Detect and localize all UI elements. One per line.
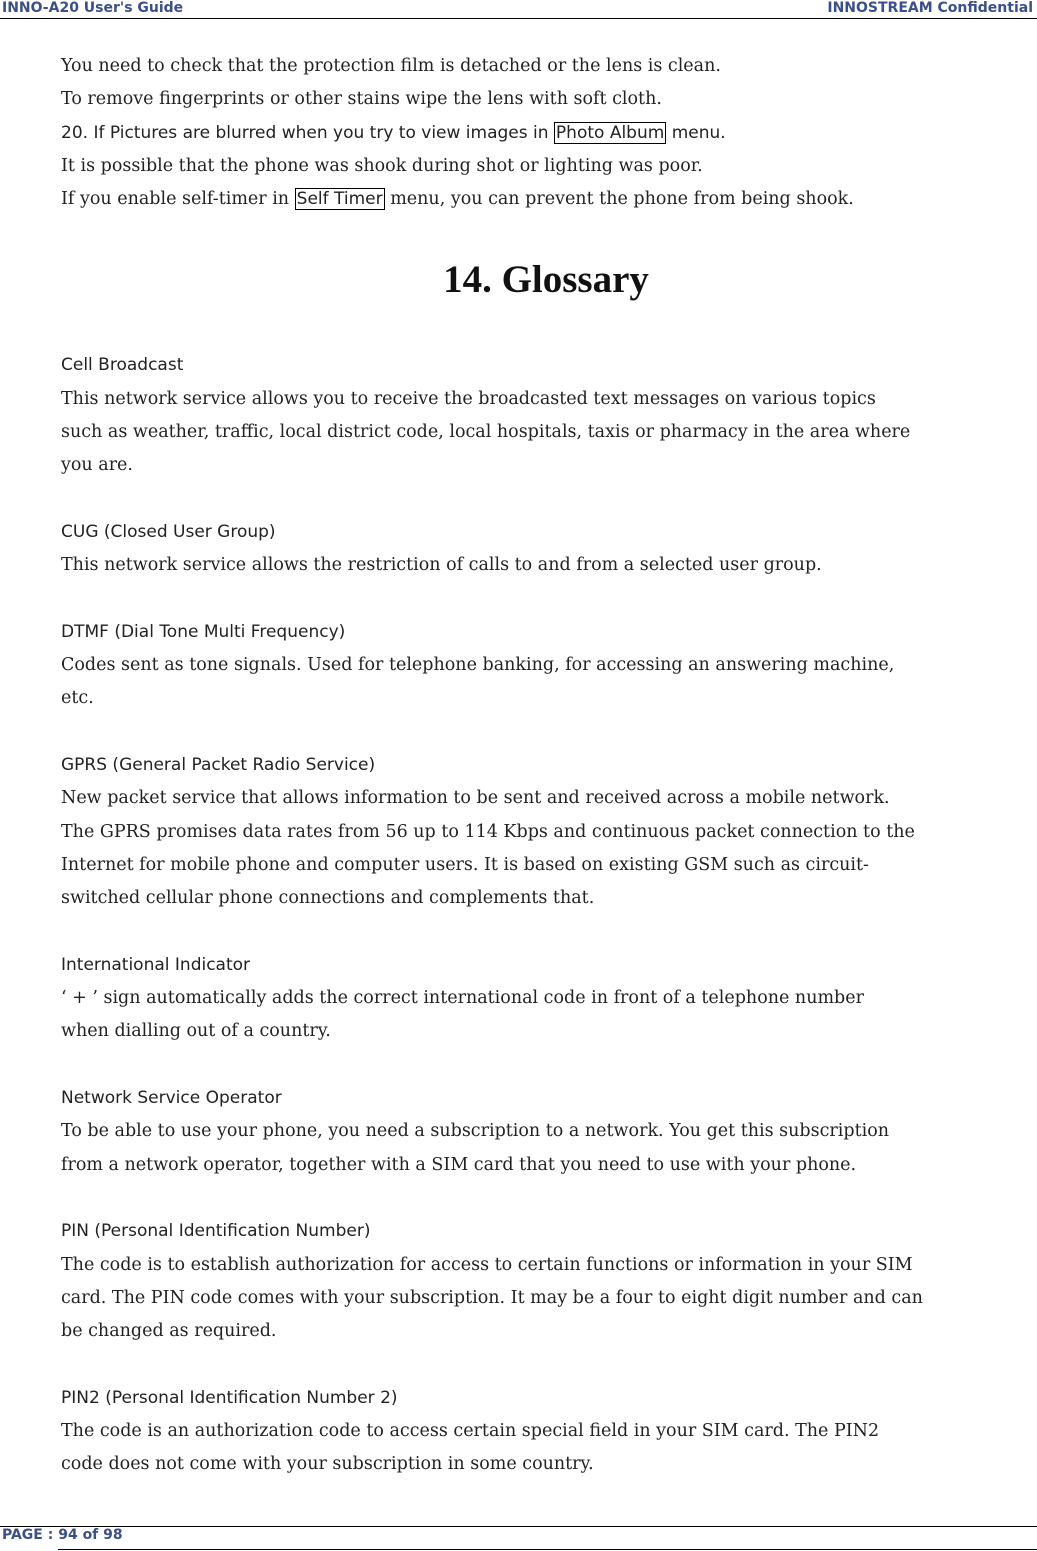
- glossary-definition-line: such as weather, traffic, local district code, local hospitals, taxis or pharmacy in the area where: [61, 422, 911, 443]
- intro-line-5-suffix: menu, you can prevent the phone from being shook.: [390, 189, 854, 210]
- glossary-definition-line: card. The PIN code comes with your subscription. It may be a four to eight digit number and can: [61, 1287, 923, 1308]
- page-footer: [0, 1526, 1037, 1550]
- glossary-definition-line: code does not come with your subscription in some country.: [61, 1454, 594, 1475]
- page-number: PAGE : 94 of 98: [2, 1527, 123, 1543]
- glossary-entry-cug: [61, 516, 1031, 583]
- glossary-entry-network-service-operator: [61, 1082, 1031, 1182]
- glossary-definition-line: Codes sent as tone signals. Used for telephone banking, for accessing an answering machine,: [61, 655, 895, 676]
- glossary-entry-dtmf: [61, 616, 1031, 716]
- footer-divider-top: [0, 1526, 1037, 1527]
- question-20-prefix: 20. If Pictures are blurred when you try to view images in: [61, 122, 549, 143]
- footer-divider-bottom: [58, 1549, 1037, 1550]
- intro-line-5-prefix: If you enable self-timer in: [61, 189, 290, 210]
- confidential-label: INNOSTREAM Confidential: [827, 0, 1033, 16]
- glossary-entry-cell-broadcast: [61, 349, 1031, 482]
- glossary-entry-pin: [61, 1215, 1031, 1348]
- glossary-term: PIN2 (Personal Identification Number 2): [61, 1387, 398, 1408]
- glossary-term: DTMF (Dial Tone Multi Frequency): [61, 621, 346, 642]
- glossary-definition-line: etc.: [61, 688, 94, 709]
- glossary-definition-line: from a network operator, together with a SIM card that you need to use with your phone.: [61, 1154, 857, 1175]
- glossary-definition-line: This network service allows you to receive the broadcasted text messages on various topics: [61, 388, 876, 409]
- glossary-definition-line: To be able to use your phone, you need a subscription to a network. You get this subscription: [61, 1121, 890, 1142]
- glossary-definition-line: ‘ + ’ sign automatically adds the correct international code in front of a telephone number: [61, 988, 864, 1009]
- glossary-definition-line: be changed as required.: [61, 1321, 277, 1342]
- glossary-definition-line: The code is an authorization code to access certain special field in your SIM card. The PIN2: [61, 1420, 880, 1441]
- question-20-suffix: menu.: [671, 122, 726, 143]
- glossary-definition-line: New packet service that allows information to be sent and received across a mobile network.: [61, 788, 890, 809]
- intro-line-1: You need to check that the protection film is detached or the lens is clean.: [61, 56, 721, 76]
- glossary-definition-line: switched cellular phone connections and complements that.: [61, 888, 595, 909]
- glossary-term: CUG (Closed User Group): [61, 521, 276, 542]
- self-timer-menu-label: Self Timer: [296, 189, 383, 210]
- glossary-term: GPRS (General Packet Radio Service): [61, 755, 376, 776]
- page-header: [0, 0, 1037, 19]
- document-title: INNO-A20 User's Guide: [2, 0, 184, 16]
- glossary-definition-line: when dialling out of a country.: [61, 1021, 331, 1042]
- glossary-entry-pin2: [61, 1382, 1031, 1482]
- glossary-term: Network Service Operator: [61, 1088, 282, 1109]
- page-content: [61, 50, 1031, 1515]
- photo-album-menu-label: Photo Album: [555, 122, 665, 143]
- intro-line-5: [61, 183, 1031, 216]
- glossary-term: PIN (Personal Identification Number): [61, 1221, 371, 1242]
- glossary-entry-international-indicator: [61, 949, 1031, 1049]
- glossary-entry-gprs: [61, 749, 1031, 915]
- intro-line-4: It is possible that the phone was shook during shot or lighting was poor.: [61, 155, 703, 176]
- glossary-definition-line: you are.: [61, 455, 133, 476]
- intro-line-2: To remove fingerprints or other stains wipe the lens with soft cloth.: [61, 89, 662, 110]
- glossary-term: International Indicator: [61, 954, 251, 975]
- glossary-term: Cell Broadcast: [61, 355, 184, 376]
- question-20-heading: [61, 117, 1031, 150]
- glossary-definition-line: Internet for mobile phone and computer users. It is based on existing GSM such as circuit-: [61, 854, 869, 875]
- glossary-definition-line: This network service allows the restriction of calls to and from a selected user group.: [61, 555, 822, 576]
- section-title: 14. Glossary: [443, 258, 649, 302]
- glossary-definition-line: The GPRS promises data rates from 56 up to 114 Kbps and continuous packet connection to the: [61, 821, 915, 842]
- glossary-definition-line: The code is to establish authorization for access to certain functions or information in your SIM: [61, 1254, 913, 1275]
